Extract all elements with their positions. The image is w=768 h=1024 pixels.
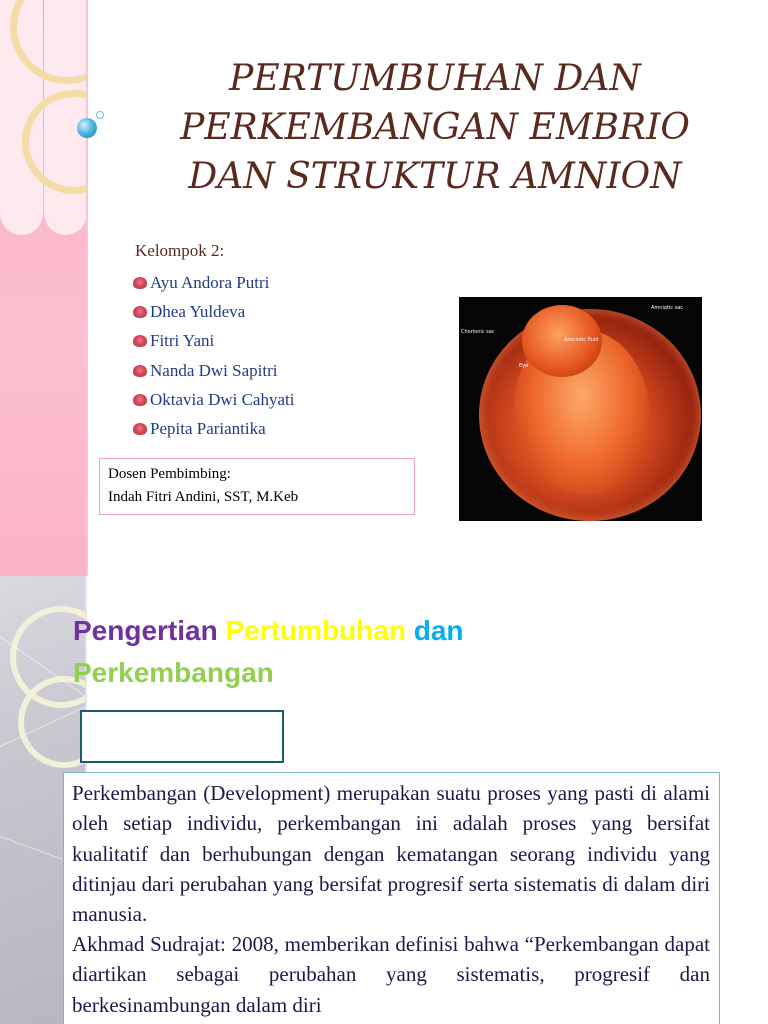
flower-bullet-icon <box>133 365 147 377</box>
title-line: DAN STRUKTUR AMNION <box>188 156 682 197</box>
sidebar-divider <box>86 0 88 576</box>
content-textbox <box>63 772 720 1024</box>
member-item <box>133 414 294 443</box>
member-name: Oktavia Dwi Cahyati <box>150 389 295 409</box>
member-item <box>133 297 294 326</box>
flower-bullet-icon <box>133 423 147 435</box>
heading-word: Pengertian <box>73 615 218 646</box>
flower-bullet-icon <box>133 335 147 347</box>
definition-slide <box>0 576 768 1024</box>
embryo-image <box>459 297 702 521</box>
member-name: Nanda Dwi Sapitri <box>150 360 278 380</box>
member-item <box>133 356 294 385</box>
member-item <box>133 268 294 297</box>
decorative-sidebar <box>0 0 86 576</box>
image-label: Amniotic sac <box>651 305 684 311</box>
supervisor-label: Dosen Pembimbing: <box>108 466 231 482</box>
member-name: Pepita Pariantika <box>150 419 266 439</box>
member-name: Dhea Yuldeva <box>150 301 246 321</box>
heading-word: Pertumbuhan <box>225 615 406 646</box>
title-line: PERTUMBUHAN DAN <box>229 58 641 99</box>
title-line: PERKEMBANGAN EMBRIO <box>180 107 690 148</box>
flower-bullet-icon <box>133 394 147 406</box>
quote-paragraph: Akhmad Sudrajat: 2008, memberikan definisi bahwa “Perkembangan dapat diartikan sebagai perubahan yang sistematis, progresif dan berkesinambungan dalam diri <box>72 932 710 1017</box>
heading-word: dan <box>413 615 464 646</box>
member-list <box>133 268 294 444</box>
supervisor-name: Indah Fitri Andini, SST, M.Keb <box>108 489 299 505</box>
image-label: Eye <box>519 363 529 369</box>
image-label: Chorionic sac <box>461 329 495 335</box>
bubble-ornament-icon <box>77 118 97 138</box>
flower-bullet-icon <box>133 306 147 318</box>
slide-heading <box>73 610 553 694</box>
flower-bullet-icon <box>133 277 147 289</box>
image-label: Amniotic fluid <box>564 337 599 343</box>
bubble-ornament-icon <box>96 111 104 119</box>
member-name: Fitri Yani <box>150 331 215 351</box>
heading-word: Perkembangan <box>73 657 274 688</box>
supervisor-box <box>99 458 415 515</box>
definition-paragraph: Perkembangan (Development) merupakan suatu proses yang pasti di alami oleh setiap individu, perkembangan ini adalah proses yang bersifat kualitatif dan berhubungan dengan kematangan seorang individu yang ditinjau dari perubahan yang bersifat progresif serta sistematis di dalam diri manusia. <box>72 781 710 927</box>
member-name: Ayu Andora Putri <box>150 272 270 292</box>
member-item <box>133 327 294 356</box>
slide-title <box>120 54 750 201</box>
member-item <box>133 385 294 414</box>
group-label: Kelompok 2: <box>135 241 225 260</box>
empty-placeholder-box <box>80 710 284 763</box>
